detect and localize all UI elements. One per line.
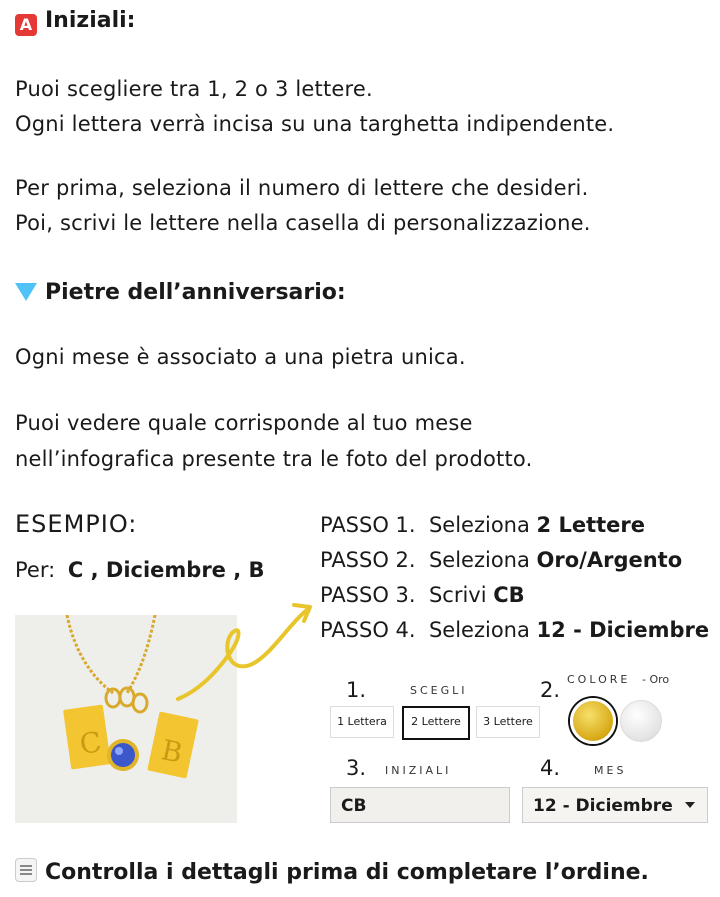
pietre-line-1: Ogni mese è associato a una pietra unica. — [15, 345, 466, 369]
letter-a-icon: A — [15, 14, 37, 36]
colore-value: - Oro — [642, 673, 670, 686]
step-4: PASSO 4. Seleziona 12 - Diciembre — [320, 618, 710, 642]
iniziali-line-2: Ogni lettera verrà incisa su una targhetta indipendente. — [15, 112, 615, 136]
steps-list — [320, 508, 709, 648]
option-1-lettera[interactable]: 1 Lettera — [330, 706, 394, 738]
option-3-lettere[interactable]: 3 Lettere — [476, 706, 540, 738]
gem-icon — [15, 283, 37, 301]
chevron-down-icon — [685, 802, 695, 808]
iniziali-heading: A Iniziali: — [15, 8, 135, 36]
pietre-line-3: nell’infografica presente tra le foto del prodotto. — [15, 447, 533, 471]
iniziali-input[interactable]: CB — [330, 787, 510, 823]
pietre-heading: Pietre dell’anniversario: — [15, 280, 346, 305]
example-title: ESEMPIO: — [15, 510, 138, 538]
iniziali-line-4: Poi, scrivi le lettere nella casella di personalizzazione. — [15, 211, 591, 235]
silver-swatch[interactable] — [620, 700, 662, 742]
colore-label: COLORE — [567, 673, 631, 686]
iniziali-field-label: INIZIALI — [385, 764, 452, 777]
example-per — [15, 558, 265, 582]
iniziali-line-3: Per prima, seleziona il numero di lettere che desideri. — [15, 176, 589, 200]
tag-letter-b: B — [158, 733, 186, 770]
example-per-label: Per: — [15, 558, 56, 582]
mes-select[interactable] — [522, 787, 708, 823]
pietre-line-2: Puoi vedere quale corrisponde al tuo mese — [15, 411, 473, 435]
mes-label: MES — [594, 764, 627, 777]
step-3: PASSO 3. Scrivi CB — [320, 583, 525, 607]
config-number-2: 2. — [540, 678, 561, 702]
memo-icon — [15, 858, 37, 882]
option-2-lettere[interactable]: 2 Lettere — [402, 706, 470, 740]
footer-note: Controlla i dettagli prima di completare l’ordine. — [15, 858, 649, 885]
config-number-3: 3. — [346, 756, 367, 780]
pointer-arrow — [170, 595, 320, 710]
mes-select-value: 12 - Diciembre — [533, 796, 673, 816]
tag-letter-c: C — [77, 725, 104, 761]
step-2: PASSO 2. Seleziona Oro/Argento — [320, 548, 683, 572]
step-1: PASSO 1. Seleziona 2 Lettere — [320, 513, 645, 537]
example-per-value: C , Diciembre , B — [67, 558, 265, 582]
config-number-1: 1. — [346, 678, 367, 702]
iniziali-line-1: Puoi scegliere tra 1, 2 o 3 lettere. — [15, 77, 373, 101]
scegli-label: SCEGLI — [410, 684, 468, 697]
gold-swatch[interactable] — [570, 698, 616, 744]
config-number-4: 4. — [540, 756, 561, 780]
product-configurator — [330, 670, 710, 830]
